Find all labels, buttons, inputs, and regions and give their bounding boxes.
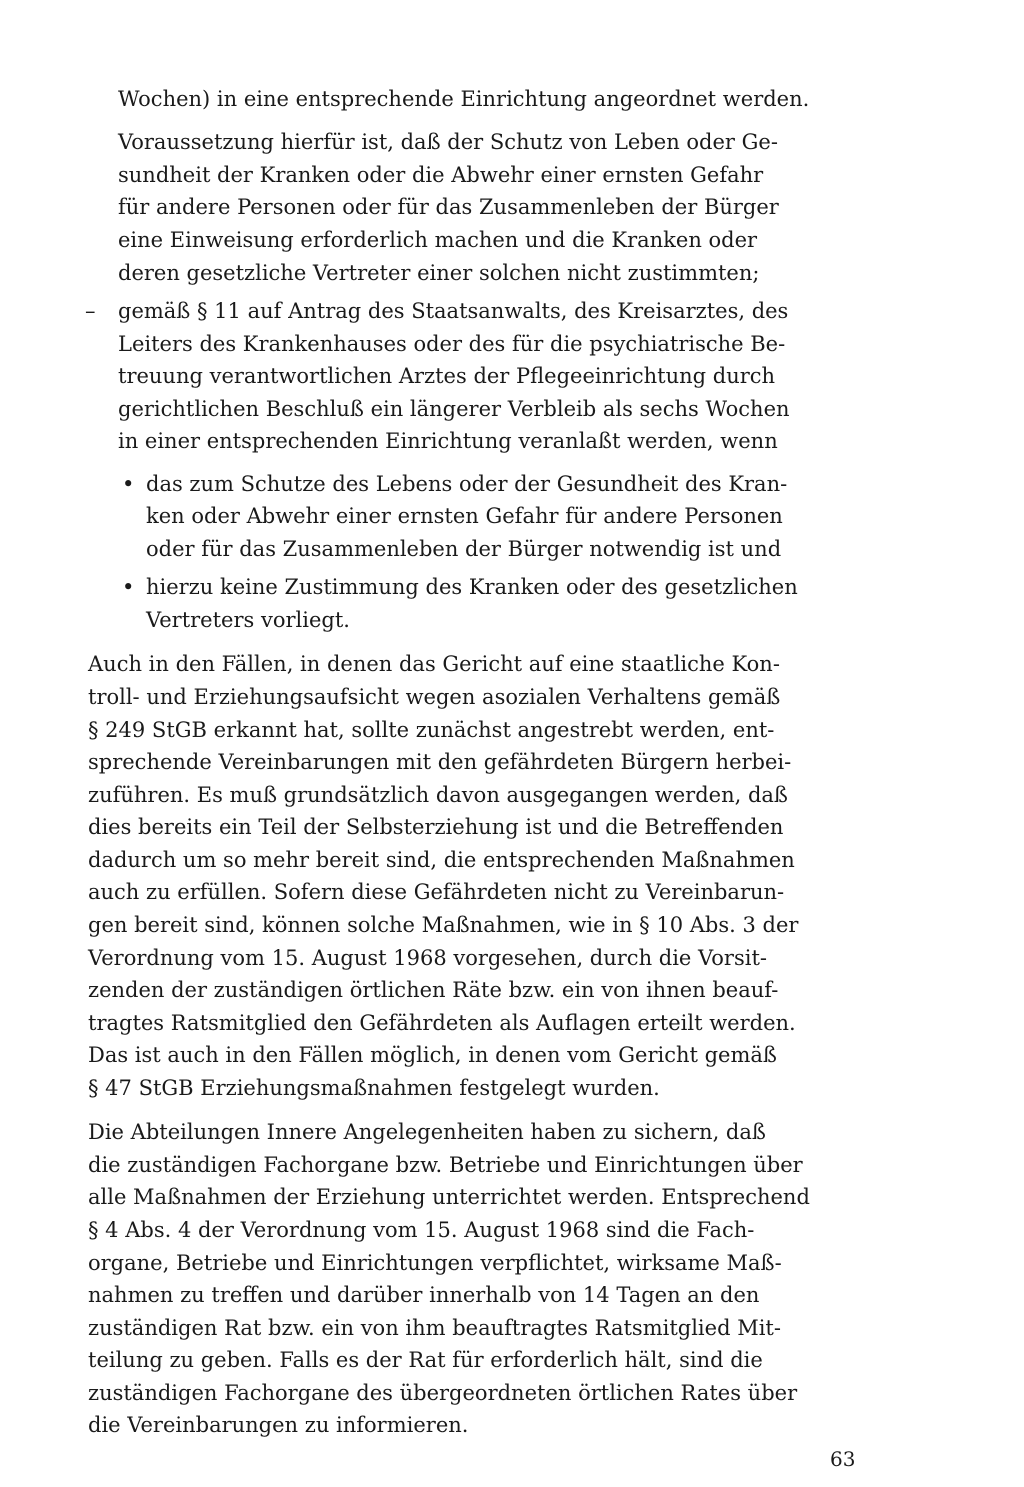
text-line: eine Einweisung erforderlich machen und die Kranken oder — [118, 228, 758, 252]
text-line: in einer entsprechenden Einrichtung veranlaßt werden, wenn — [118, 429, 778, 454]
text-line: § 249 StGB erkannt hat, sollte zunächst angestrebt werden, ent- — [88, 717, 775, 742]
text-line: § 47 StGB Erziehungsmaßnahmen festgelegt wurden. — [88, 1075, 660, 1100]
text-line: Wochen) in eine entsprechende Einrichtung angeordnet werden. — [118, 86, 810, 111]
page-number: 63 — [830, 1447, 856, 1471]
bullet-marker: • — [122, 471, 135, 496]
text-line: tragtes Ratsmitglied den Gefährdeten als Auflagen erteilt werden. — [88, 1010, 796, 1035]
text-line: treuung verantwortlichen Arztes der Pflegeeinrichtung durch — [118, 364, 776, 389]
text-line: Vertreters vorliegt. — [146, 608, 350, 632]
text-line: sundheit der Kranken oder die Abwehr einer ernsten Gefahr — [118, 162, 764, 187]
dash-marker: – — [85, 299, 96, 324]
text-line: ken oder Abwehr einer ernsten Gefahr für andere Personen — [146, 504, 783, 529]
text-line: zuständigen Fachorgane des übergeordneten örtlichen Rates über — [88, 1380, 798, 1405]
text-line: das zum Schutze des Lebens oder der Gesundheit des Kran- — [146, 471, 788, 496]
text-line: troll- und Erziehungsaufsicht wegen asozialen Verhaltens gemäß — [88, 685, 781, 709]
text-line: dies bereits ein Teil der Selbsterziehung ist und die Betreffenden — [88, 815, 784, 840]
text-line: zuführen. Es muß grundsätzlich davon ausgegangen werden, daß — [88, 782, 788, 807]
text-line: auch zu erfüllen. Sofern diese Gefährdeten nicht zu Vereinbarun- — [88, 880, 785, 905]
text-line: für andere Personen oder für das Zusammenleben der Bürger — [118, 195, 779, 220]
text-line: oder für das Zusammenleben der Bürger notwendig ist und — [146, 536, 782, 561]
text-line: hierzu keine Zustimmung des Kranken oder des gesetzlichen — [146, 575, 798, 600]
text-line: gen bereit sind, können solche Maßnahmen, wie in § 10 Abs. 3 der — [88, 913, 799, 937]
text-line: nahmen zu treffen und darüber innerhalb von 14 Tagen an den — [88, 1283, 760, 1308]
text-line: gemäß § 11 auf Antrag des Staatsanwalts, des Kreisarztes, des — [118, 299, 789, 324]
text-line: gerichtlichen Beschluß ein längerer Verbleib als sechs Wochen — [118, 396, 790, 421]
bullet-marker: • — [122, 575, 135, 600]
text-line: organe, Betriebe und Einrichtungen verpflichtet, wirksame Maß- — [88, 1250, 782, 1275]
text-line: Leiters des Krankenhauses oder des für die psychiatrische Be- — [118, 331, 786, 356]
text-line: die zuständigen Fachorgane bzw. Betriebe und Einrichtungen über — [88, 1152, 803, 1177]
text-line: die Vereinbarungen zu informieren. — [88, 1413, 469, 1438]
text-line: zuständigen Rat bzw. ein von ihm beauftragtes Ratsmitglied Mit- — [88, 1315, 781, 1340]
text-line: zenden der zuständigen örtlichen Räte bzw. ein von ihnen beauf- — [88, 978, 779, 1003]
text-line: Auch in den Fällen, in denen das Gericht auf eine staatliche Kon- — [88, 652, 780, 677]
text-line: deren gesetzliche Vertreter einer solchen nicht zustimmten; — [118, 260, 760, 285]
text-line: Das ist auch in den Fällen möglich, in denen vom Gericht gemäß — [88, 1043, 777, 1068]
text-line: alle Maßnahmen der Erziehung unterrichtet werden. Entsprechend — [88, 1185, 810, 1210]
text-line: dadurch um so mehr bereit sind, die entsprechenden Maßnahmen — [88, 847, 795, 872]
text-line: Voraussetzung hierfür ist, daß der Schutz von Leben oder Ge- — [118, 130, 778, 155]
text-line: § 4 Abs. 4 der Verordnung vom 15. August 1968 sind die Fach- — [88, 1218, 755, 1242]
text-line: Verordnung vom 15. August 1968 vorgesehen, durch die Vorsit- — [88, 945, 767, 970]
text-line: sprechende Vereinbarungen mit den gefährdeten Bürgern herbei- — [88, 750, 792, 775]
text-line: teilung zu geben. Falls es der Rat für erforderlich hält, sind die — [88, 1348, 763, 1373]
text-line: Die Abteilungen Innere Angelegenheiten haben zu sichern, daß — [88, 1120, 766, 1145]
